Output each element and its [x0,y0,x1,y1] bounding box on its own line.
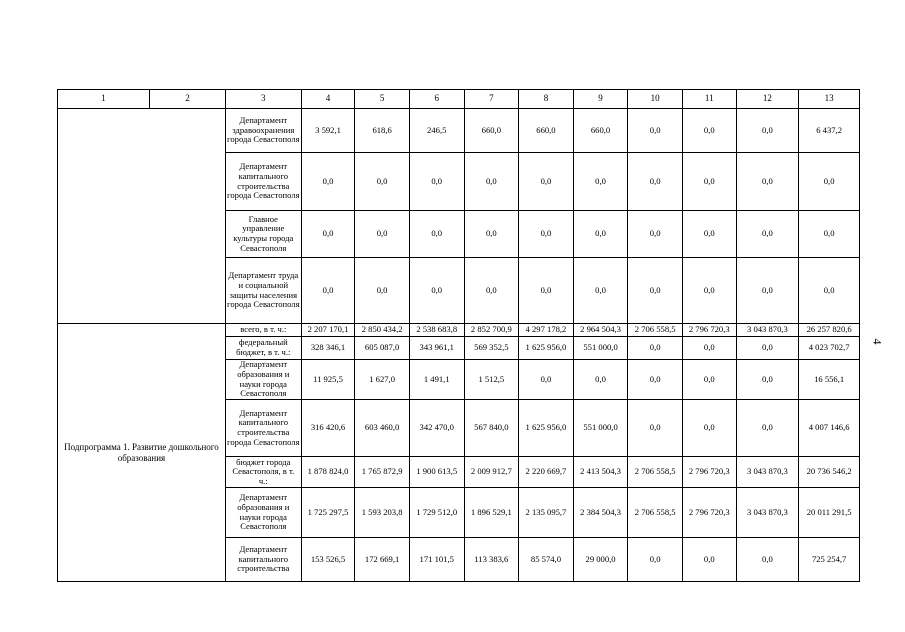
column-number-6: 6 [409,90,464,109]
column-number-7: 7 [464,90,519,109]
value-cell: 660,0 [573,109,628,153]
value-cell: 0,0 [682,360,736,400]
column-number-8: 8 [519,90,574,109]
value-cell: 0,0 [301,211,355,258]
value-cell: 2 538 683,8 [409,324,464,337]
value-cell: 0,0 [409,258,464,324]
value-cell: 2 796 720,3 [682,324,736,337]
value-cell: 0,0 [573,153,628,211]
column-number-12: 12 [736,90,799,109]
value-cell: 2 852 700,9 [464,324,519,337]
value-cell: 0,0 [628,400,683,457]
value-cell: 3 043 870,3 [736,457,799,488]
value-cell: 3 043 870,3 [736,488,799,538]
value-cell: 3 043 870,3 [736,324,799,337]
value-cell: 2 220 669,7 [519,457,574,488]
value-cell: 2 135 095,7 [519,488,574,538]
value-cell: 0,0 [519,211,574,258]
subprogram-label: Подпрограмма 1. Развитие дошкольного образования [58,324,226,582]
value-cell: 4 023 702,7 [799,337,860,360]
value-cell: 29 000,0 [573,538,628,582]
value-cell: 0,0 [628,337,683,360]
value-cell: 3 592,1 [301,109,355,153]
value-cell: 2 796 720,3 [682,457,736,488]
value-cell: 1 896 529,1 [464,488,519,538]
value-cell: 0,0 [464,258,519,324]
funding-source-cell: всего, в т. ч.: [225,324,301,337]
table-row [58,109,860,153]
header-row [58,90,860,109]
column-number-9: 9 [573,90,628,109]
value-cell: 2 796 720,3 [682,488,736,538]
column-number-4: 4 [301,90,355,109]
value-cell: 0,0 [736,109,799,153]
value-cell: 0,0 [736,337,799,360]
value-cell: 618,6 [355,109,410,153]
value-cell: 1 725 297,5 [301,488,355,538]
value-cell: 2 009 912,7 [464,457,519,488]
value-cell: 0,0 [736,400,799,457]
value-cell: 2 706 558,5 [628,324,683,337]
funding-source-cell: Департамент капитального строительства [225,538,301,582]
value-cell: 343 961,1 [409,337,464,360]
column-number-5: 5 [355,90,410,109]
value-cell: 0,0 [301,258,355,324]
value-cell: 0,0 [799,211,860,258]
value-cell: 569 352,5 [464,337,519,360]
value-cell: 551 000,0 [573,337,628,360]
value-cell: 0,0 [799,258,860,324]
value-cell: 4 007 146,6 [799,400,860,457]
value-cell: 113 383,6 [464,538,519,582]
value-cell: 1 627,0 [355,360,410,400]
value-cell: 328 346,1 [301,337,355,360]
value-cell: 1 625 956,0 [519,337,574,360]
column-number-11: 11 [682,90,736,109]
value-cell: 0,0 [682,109,736,153]
value-cell: 1 512,5 [464,360,519,400]
value-cell: 0,0 [628,109,683,153]
value-cell: 0,0 [519,153,574,211]
column-number-10: 10 [628,90,683,109]
value-cell: 0,0 [409,153,464,211]
value-cell: 0,0 [464,153,519,211]
value-cell: 2 384 504,3 [573,488,628,538]
value-cell: 0,0 [519,258,574,324]
value-cell: 342 470,0 [409,400,464,457]
table-row [58,324,860,337]
value-cell: 0,0 [736,538,799,582]
value-cell: 0,0 [799,153,860,211]
value-cell: 603 460,0 [355,400,410,457]
column-number-3: 3 [225,90,301,109]
value-cell: 605 087,0 [355,337,410,360]
value-cell: 0,0 [628,153,683,211]
value-cell: 0,0 [682,337,736,360]
value-cell: 725 254,7 [799,538,860,582]
value-cell: 1 593 203,8 [355,488,410,538]
value-cell: 0,0 [573,258,628,324]
value-cell: 2 706 558,5 [628,457,683,488]
value-cell: 660,0 [464,109,519,153]
value-cell: 0,0 [355,153,410,211]
value-cell: 172 669,1 [355,538,410,582]
value-cell: 11 925,5 [301,360,355,400]
value-cell: 0,0 [464,211,519,258]
budget-table [57,89,860,582]
value-cell: 0,0 [682,538,736,582]
value-cell: 0,0 [355,211,410,258]
value-cell: 4 297 178,2 [519,324,574,337]
value-cell: 20 736 546,2 [799,457,860,488]
value-cell: 2 413 504,3 [573,457,628,488]
value-cell: 26 257 820,6 [799,324,860,337]
page-number: 4 [870,338,885,345]
value-cell: 2 850 434,2 [355,324,410,337]
value-cell: 0,0 [736,153,799,211]
value-cell: 153 526,5 [301,538,355,582]
funding-source-cell: Департамент труда и социальной защиты населения города Севастополя [225,258,301,324]
value-cell: 0,0 [682,211,736,258]
funding-source-cell: Департамент образования и науки города Севастополя [225,360,301,400]
value-cell: 0,0 [682,153,736,211]
value-cell: 0,0 [682,258,736,324]
value-cell: 0,0 [573,211,628,258]
value-cell: 0,0 [736,360,799,400]
value-cell: 0,0 [573,360,628,400]
funding-source-cell: Департамент здравоохранения города Севастополя [225,109,301,153]
funding-source-cell: Департамент образования и науки города Севастополя [225,488,301,538]
value-cell: 0,0 [628,360,683,400]
value-cell: 246,5 [409,109,464,153]
value-cell: 0,0 [736,211,799,258]
value-cell: 1 729 512,0 [409,488,464,538]
value-cell: 1 491,1 [409,360,464,400]
value-cell: 2 706 558,5 [628,488,683,538]
column-number-13: 13 [799,90,860,109]
funding-source-cell: бюджет города Севастополя, в т. ч.: [225,457,301,488]
value-cell: 0,0 [519,360,574,400]
value-cell: 0,0 [628,538,683,582]
value-cell: 1 765 872,9 [355,457,410,488]
value-cell: 20 011 291,5 [799,488,860,538]
value-cell: 0,0 [301,153,355,211]
empty-merged-cell [58,109,226,324]
value-cell: 6 437,2 [799,109,860,153]
value-cell: 16 556,1 [799,360,860,400]
value-cell: 171 101,5 [409,538,464,582]
value-cell: 1 900 613,5 [409,457,464,488]
value-cell: 551 000,0 [573,400,628,457]
value-cell: 2 207 170,1 [301,324,355,337]
value-cell: 1 625 956,0 [519,400,574,457]
value-cell: 0,0 [355,258,410,324]
value-cell: 85 574,0 [519,538,574,582]
value-cell: 0,0 [736,258,799,324]
funding-source-cell: Департамент капитального строительства города Севастополя [225,153,301,211]
value-cell: 1 878 824,0 [301,457,355,488]
column-number-1: 1 [58,90,150,109]
value-cell: 660,0 [519,109,574,153]
column-number-2: 2 [150,90,226,109]
value-cell: 2 964 504,3 [573,324,628,337]
funding-source-cell: Главное управление культуры города Севастополя [225,211,301,258]
value-cell: 0,0 [682,400,736,457]
value-cell: 0,0 [409,211,464,258]
funding-source-cell: федеральный бюджет, в т. ч.: [225,337,301,360]
value-cell: 0,0 [628,258,683,324]
value-cell: 0,0 [628,211,683,258]
funding-source-cell: Департамент капитального строительства города Севастополя [225,400,301,457]
value-cell: 316 420,6 [301,400,355,457]
value-cell: 567 840,0 [464,400,519,457]
